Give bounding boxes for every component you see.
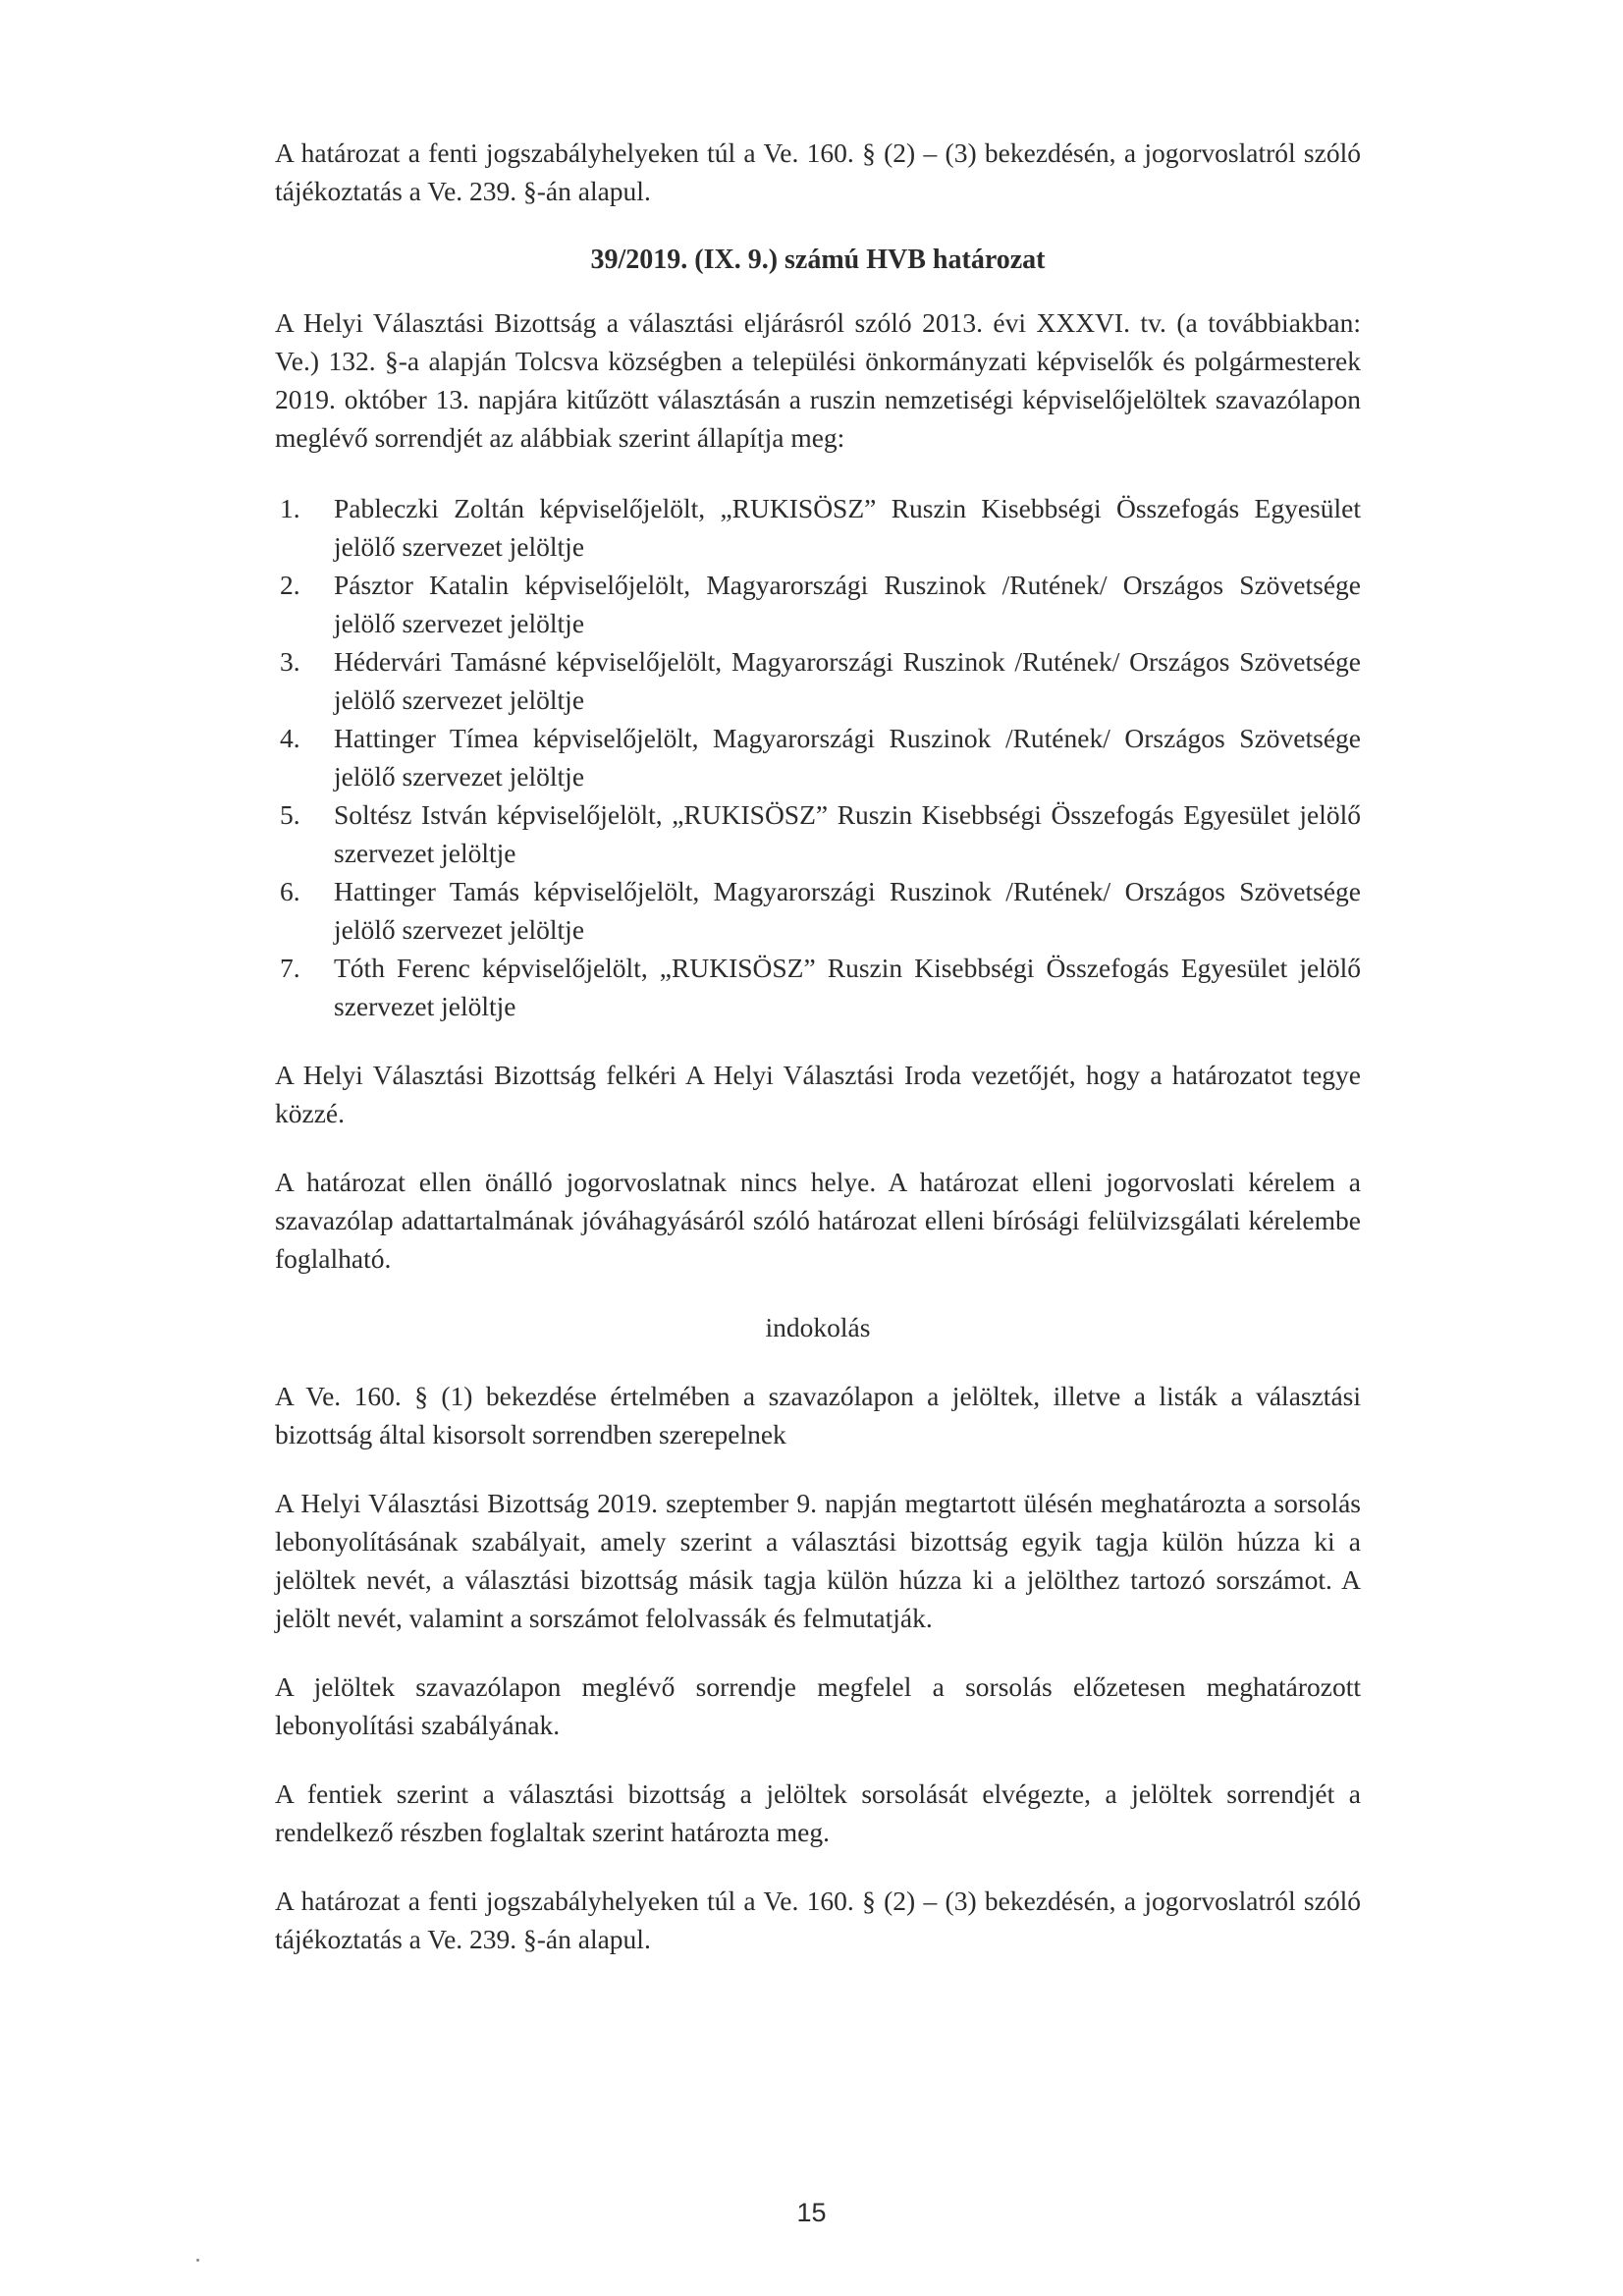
reasoning-paragraph-2: A Helyi Választási Bizottság 2019. szeptember 9. napján megtartott ülésén meghatározta a sorsolás lebonyolításának szabályait, amely szerint a választási bizottság egyik tagja külön húzza ki a jelöltek nevét, a választási bizottság másik tagja külön húzza ki a jelölthez tartozó sorszámot. A jelölt nevét, valamint a sorszámot felolvassák és felmutatják. — [275, 1488, 1361, 1633]
intro-paragraph: A határozat a fenti jogszabályhelyeken túl a Ve. 160. § (2) – (3) bekezdésén, a jogorvoslatról szóló tájékoztatás a Ve. 239. §-án alapul. — [275, 137, 1361, 206]
list-item-number: 1. — [280, 493, 300, 523]
decision-title: 39/2019. (IX. 9.) számú HVB határozat — [590, 245, 1046, 275]
scan-speck — [196, 2259, 199, 2262]
publish-paragraph: A Helyi Választási Bizottság felkéri A Helyi Választási Iroda vezetőjét, hogy a határozatot tegye közzé. — [275, 1060, 1361, 1128]
list-item — [275, 719, 1361, 795]
page-number: 15 — [796, 2198, 827, 2227]
reasoning-heading: indokolás — [765, 1312, 871, 1342]
list-item — [275, 949, 1361, 1025]
list-item-number: 6. — [280, 876, 300, 906]
list-item — [275, 642, 1361, 719]
list-item-text: Hattinger Tamás képviselőjelölt, Magyarországi Ruszinok /Rutének/ Országos Szövetsége jelölő szervezet jelöltje — [334, 876, 1361, 945]
list-item — [275, 872, 1361, 949]
list-item-text: Hédervári Tamásné képviselőjelölt, Magyarországi Ruszinok /Rutének/ Országos Szövetsége jelölő szervezet jelöltje — [334, 646, 1361, 715]
list-item-number: 5. — [280, 799, 300, 830]
list-item — [275, 566, 1361, 642]
list-item — [275, 489, 1361, 566]
list-item — [275, 795, 1361, 872]
remedy-paragraph: A határozat ellen önálló jogorvoslatnak nincs helye. A határozat elleni jogorvoslati kérelem a szavazólap adattartalmának jóváhagyásáról szóló határozat elleni bírósági felülvizsgálati kérelembe foglalható. — [275, 1167, 1361, 1274]
list-item-text: Tóth Ferenc képviselőjelölt, „RUKISÖSZ” Ruszin Kisebbségi Összefogás Egyesület jelölő szervezet jelöltje — [334, 953, 1361, 1021]
reasoning-paragraph-3: A jelöltek szavazólapon meglévő sorrendje megfelel a sorsolás előzetesen meghatározott lebonyolítási szabályának. — [275, 1671, 1361, 1740]
list-item-number: 4. — [280, 723, 300, 753]
list-item-text: Pásztor Katalin képviselőjelölt, Magyarországi Ruszinok /Rutének/ Országos Szövetsége jelölő szervezet jelöltje — [334, 570, 1361, 638]
list-item-number: 2. — [280, 570, 300, 600]
decision-paragraph: A Helyi Választási Bizottság a választási eljárásról szóló 2013. évi XXXVI. tv. (a továbbiakban: Ve.) 132. §-a alapján Tolcsva községben a települési önkormányzati képviselők és polgármesterek 2019. október 13. napjára kitűzött választásán a ruszin nemzetiségi képviselőjelöltek szavazólapon meglévő sorrendjét az alábbiak szerint állapítja meg: — [275, 307, 1361, 453]
list-item-number: 3. — [280, 646, 300, 677]
candidate-list — [275, 489, 1361, 1025]
list-item-text: Pableczki Zoltán képviselőjelölt, „RUKISÖSZ” Ruszin Kisebbségi Összefogás Egyesület jelölő szervezet jelöltje — [334, 493, 1361, 562]
reasoning-paragraph-1: A Ve. 160. § (1) bekezdése értelmében a szavazólapon a jelöltek, illetve a listák a választási bizottság által kisorsolt sorrendben szerepelnek — [275, 1381, 1361, 1449]
document-page — [275, 134, 1361, 1958]
reasoning-paragraph-4: A fentiek szerint a választási bizottság a jelöltek sorsolását elvégezte, a jelöltek sorrendjét a rendelkező részben foglaltak szerint határozta meg. — [275, 1778, 1361, 1847]
list-item-text: Hattinger Tímea képviselőjelölt, Magyarországi Ruszinok /Rutének/ Országos Szövetsége jelölő szervezet jelöltje — [334, 723, 1361, 792]
closing-paragraph: A határozat a fenti jogszabályhelyeken túl a Ve. 160. § (2) – (3) bekezdésén, a jogorvoslatról szóló tájékoztatás a Ve. 239. §-án alapul. — [275, 1886, 1361, 1954]
list-item-number: 7. — [280, 953, 300, 983]
list-item-text: Soltész István képviselőjelölt, „RUKISÖSZ” Ruszin Kisebbségi Összefogás Egyesület jelölő szervezet jelöltje — [334, 799, 1361, 868]
